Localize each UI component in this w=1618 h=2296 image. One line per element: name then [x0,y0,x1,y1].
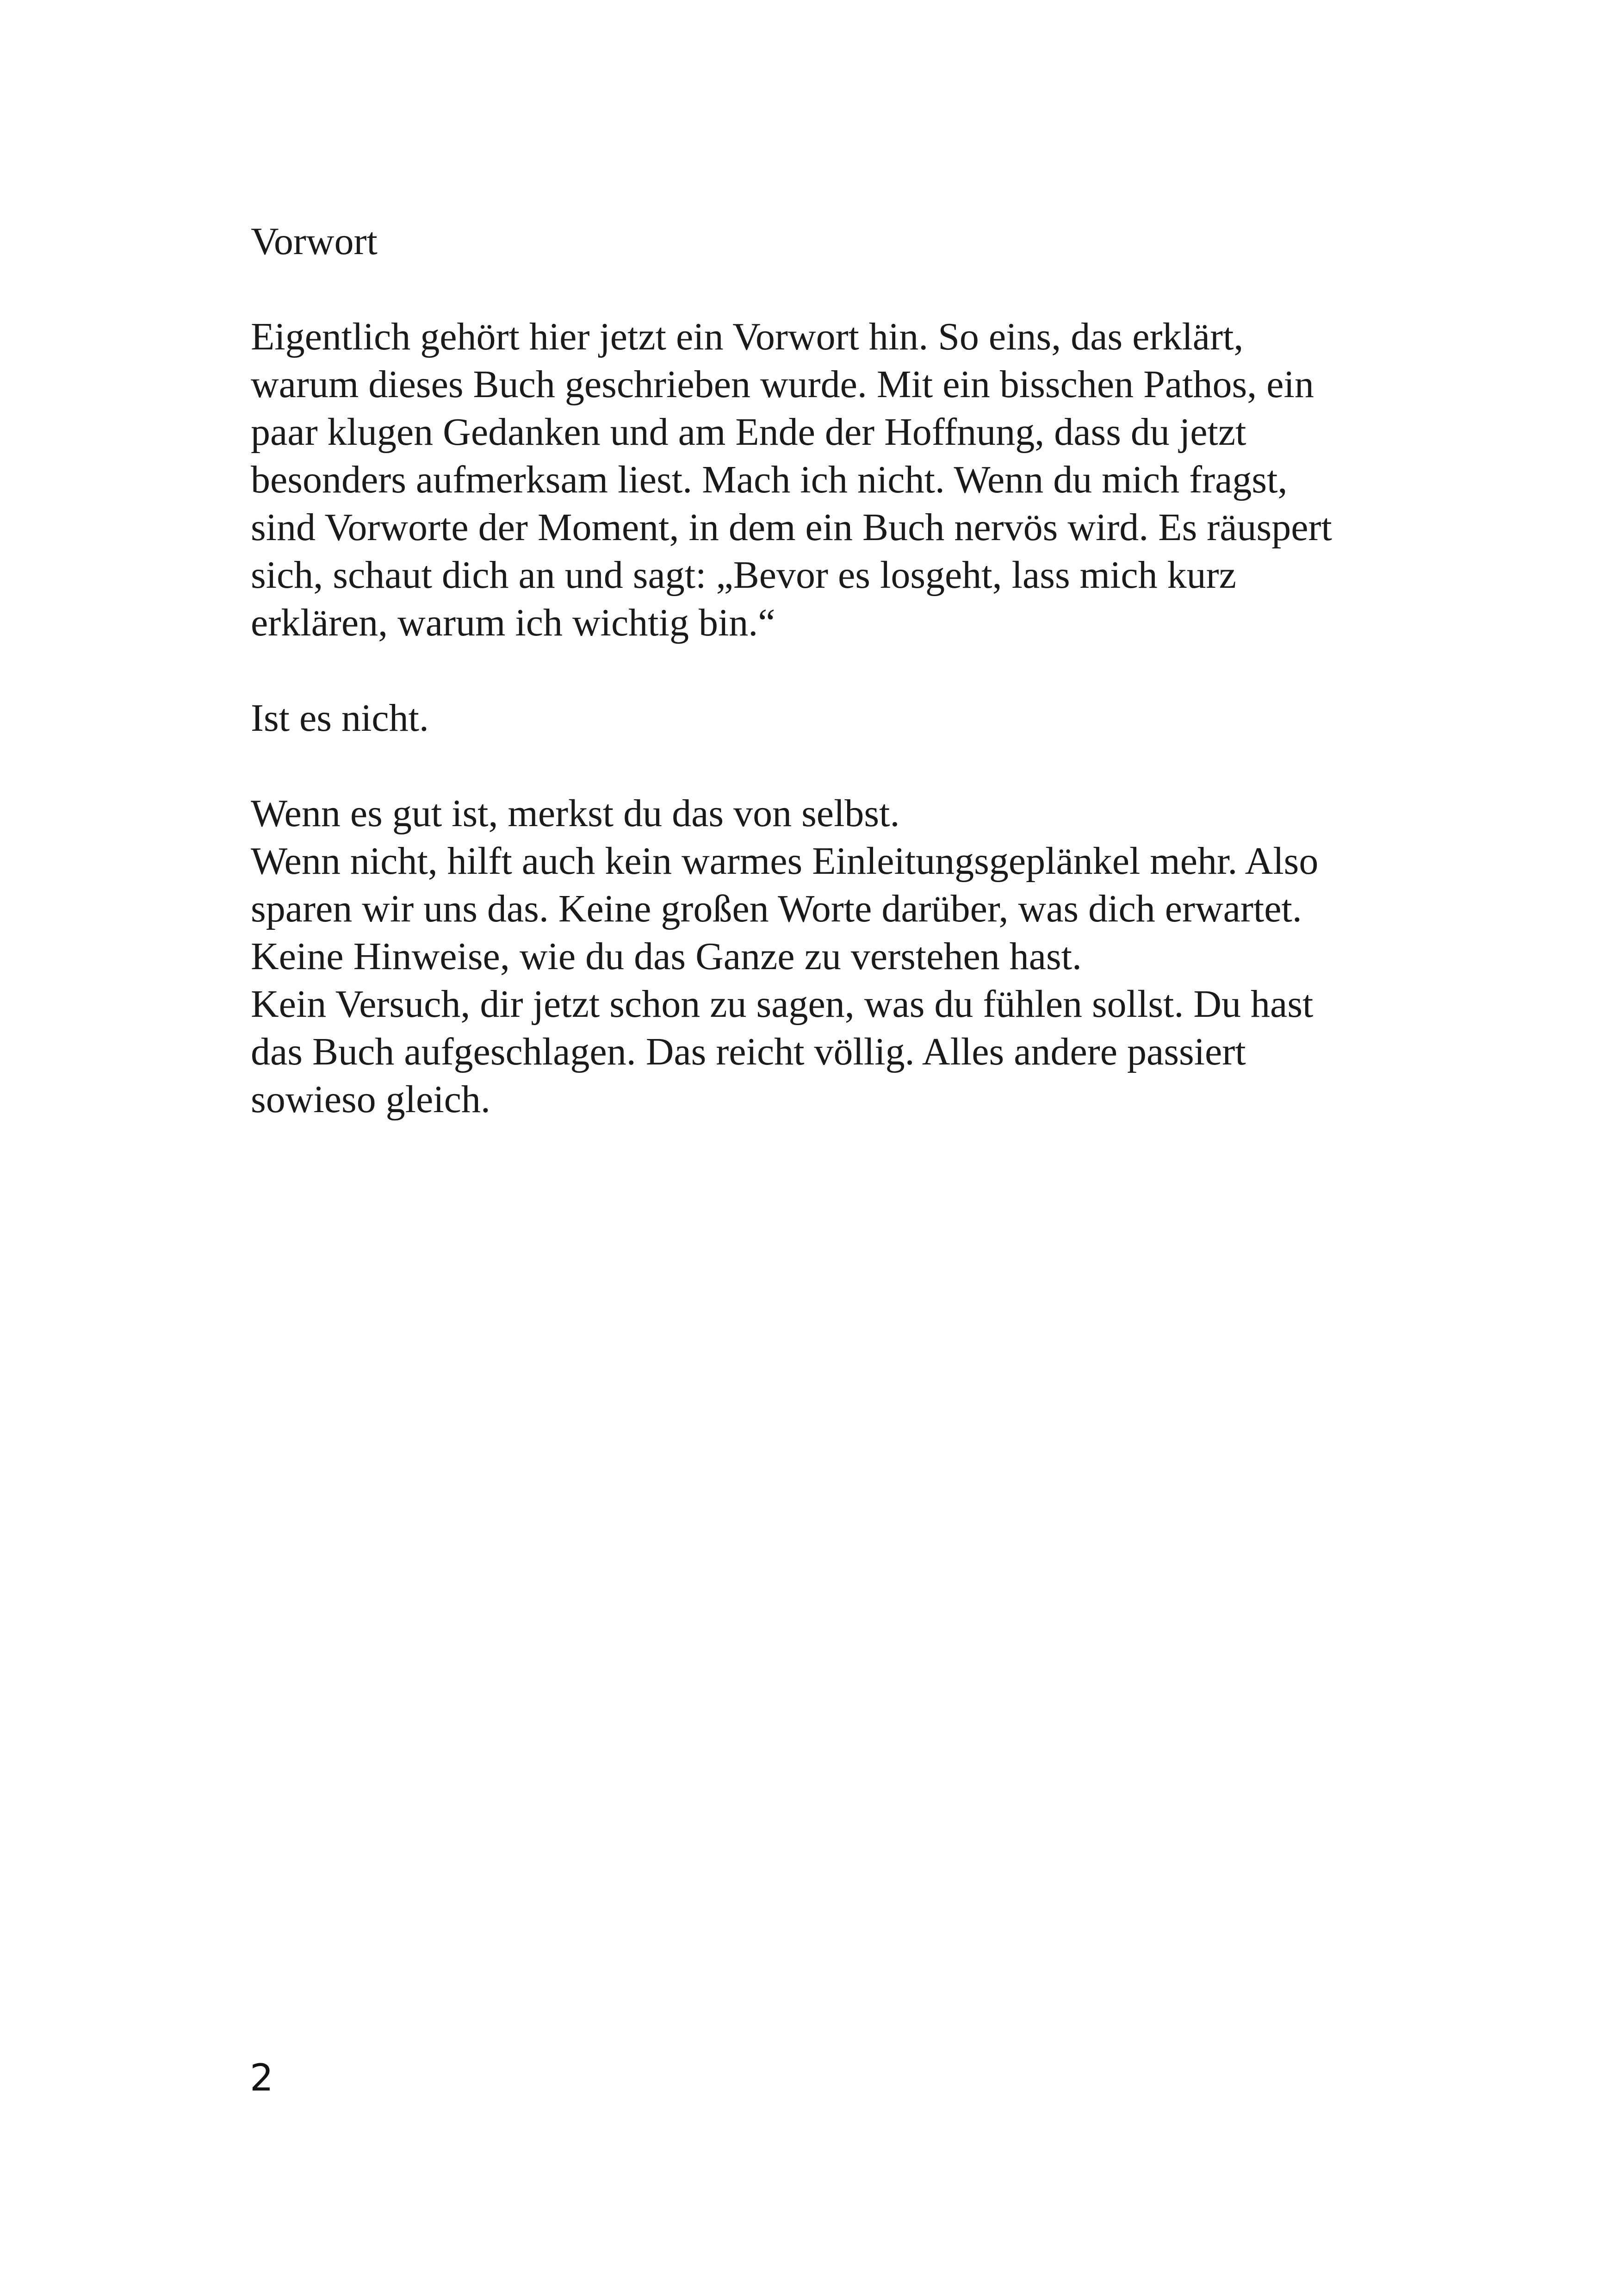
text-line: Kein Versuch, dir jetzt schon zu sagen, was du fühlen sollst. Du hast [251,983,1314,1026]
text-line: sowieso gleich. [251,1078,490,1121]
text-line: warum dieses Buch geschrieben wurde. Mit ein bisschen Pathos, ein [251,363,1314,406]
text-line: erklären, warum ich wichtig bin.“ [251,601,775,644]
paragraph-gap [251,742,1454,790]
text-line: Ist es nicht. [251,697,429,740]
text-line: sich, schaut dich an und sagt: „Bevor es losgeht, lass mich kurz [251,554,1236,597]
paragraph-closing [251,790,1454,1123]
text-line: besonders aufmerksam liest. Mach ich nicht. Wenn du mich fragst, [251,458,1288,501]
text-line: Eigentlich gehört hier jetzt ein Vorwort hin. So eins, das erklärt, [251,315,1244,358]
text-line: sparen wir uns das. Keine großen Worte darüber, was dich erwartet. [251,887,1302,930]
page-text [251,218,1454,1123]
text-line: das Buch aufgeschlagen. Das reicht völlig. Alles andere passiert [251,1030,1246,1073]
text-line: sind Vorworte der Moment, in dem ein Buch nervös wird. Es räuspert [251,506,1332,549]
page-number: 2 [250,2056,273,2099]
paragraph-gap [251,647,1454,694]
heading-text: Vorwort [251,220,378,263]
page-heading [251,218,1454,265]
text-line: paar klugen Gedanken und am Ende der Hoffnung, dass du jetzt [251,411,1246,454]
paragraph-intro [251,313,1454,647]
text-line: Keine Hinweise, wie du das Ganze zu verstehen hast. [251,935,1082,978]
paragraph-gap [251,265,1454,313]
text-line: Wenn es gut ist, merkst du das von selbst. [251,792,900,835]
paragraph-short [251,694,1454,742]
text-line: Wenn nicht, hilft auch kein warmes Einleitungsgeplänkel mehr. Also [251,840,1319,883]
